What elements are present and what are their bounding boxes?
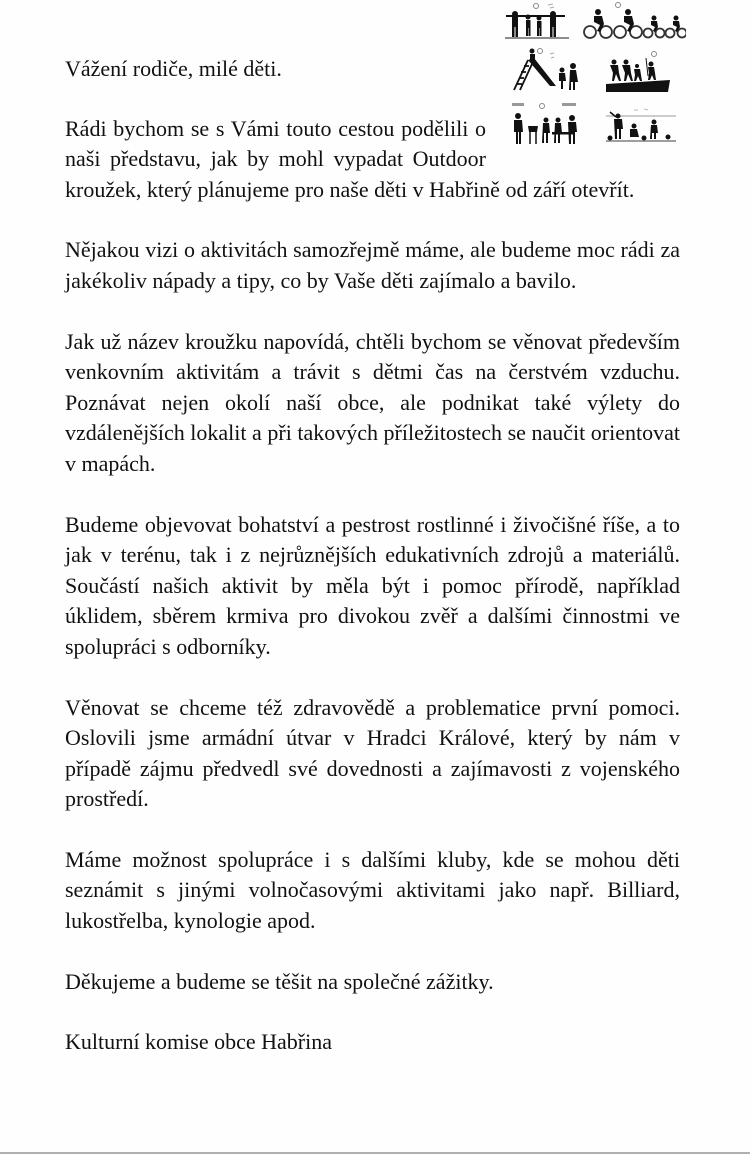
clipart-spacer (490, 54, 680, 149)
family-holding-hands-icon (503, 2, 575, 40)
paragraph-thanks: Děkujeme a budeme se těšit na společné zážitky. (65, 968, 494, 994)
letter-signature: Kulturní komise obce Habřina (65, 1029, 332, 1055)
letter-greeting: Vážení rodiče, milé děti. (65, 56, 282, 81)
paragraph-intro: Rádi bychom se s Vámi touto cestou podělili o naši představu, jak by mohl vypadat Outdoor kroužek, který plánujeme pro naše děti v Habřině od září otevřít. (65, 115, 635, 202)
family-cycling-icon (582, 2, 686, 40)
letter-body (65, 54, 680, 1088)
paragraph-outdoor-activities: Jak už název kroužku napovídá, chtěli bychom se věnovat především venkovním aktivitám a trávit s dětmi čas na čerstvém vzduchu. Poznávat nejen okolí naší obce, ale podnikat také výlety do vzdálenějších lokalit a při takových příležitostech se naučit orientovat v mapách. (65, 328, 680, 476)
paragraph-first-aid: Věnovat se chceme též zdravovědě a problematice první pomoci. Oslovili jsme armádní útvar v Hradci Králové, který by nám v případě zájmu předvedl své dovednosti a zajímavosti z vojenského prostředí. (65, 694, 680, 812)
paragraph-ideas: Nějakou vizi o aktivitách samozřejmě máme, ale budeme moc rádi za jakékoliv nápady a tipy, co by Vaše děti zajímalo a bavilo. (65, 237, 680, 293)
paragraph-clubs: Máme možnost spolupráce i s dalšími kluby, kde se mohou děti seznámit s jinými volnočasovými aktivitami jako např. Billiard, lukostřelba, kynologie apod. (65, 846, 680, 934)
paragraph-nature: Budeme objevovat bohatství a pestrost rostlinné i živočišné říše, a to jak v terénu, tak i z nejrůznějších edukativních zdrojů a materiálů. Součástí našich aktivit by měla být i pomoc přírodě, například úklidem, sběrem krmiva pro divokou zvěř a dalšími činnostmi ve spolupráci s odborníky. (65, 511, 680, 659)
